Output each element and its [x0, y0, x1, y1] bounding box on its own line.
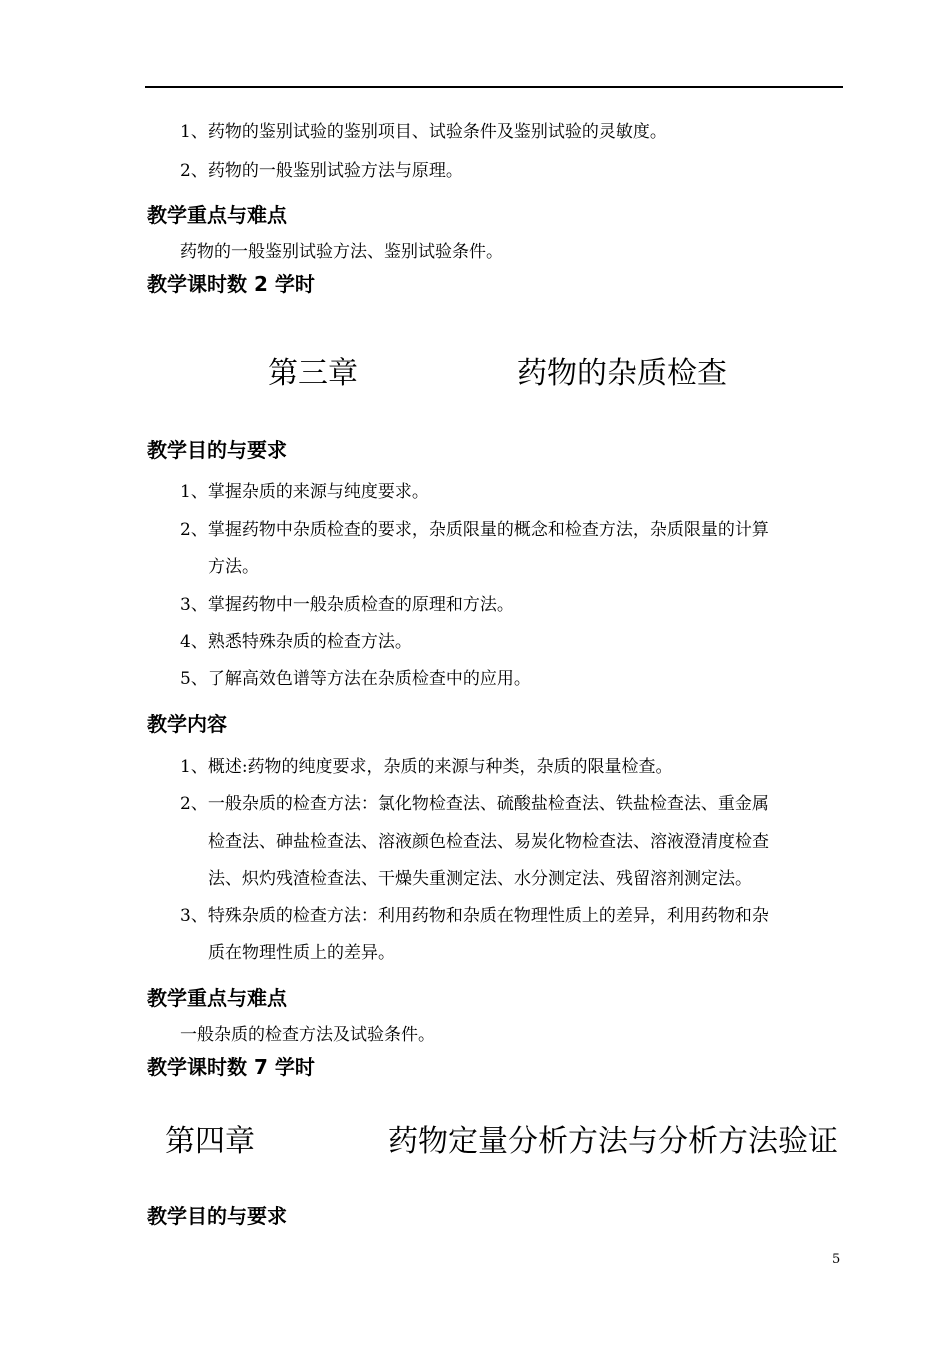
list-item: 5、了解高效色谱等方法在杂质检查中的应用。: [180, 669, 531, 689]
list-item: 2、药物的一般鉴别试验方法与原理。: [180, 161, 463, 181]
chapter-number: 第四章: [165, 1124, 255, 1159]
section-heading: 教学目的与要求: [147, 1204, 287, 1228]
list-item: 2、一般杂质的检查方法：氯化物检查法、硫酸盐检查法、铁盐检查法、重金属: [180, 794, 769, 814]
chapter-title: 药物的杂质检查: [517, 356, 727, 391]
section-heading: 教学重点与难点: [147, 203, 287, 227]
list-item: 2、掌握药物中杂质检查的要求，杂质限量的概念和检查方法，杂质限量的计算: [180, 520, 769, 540]
list-item-continuation: 检查法、砷盐检查法、溶液颜色检查法、易炭化物检查法、溶液澄清度检查: [208, 832, 769, 852]
key-points-text: 一般杂质的检查方法及试验条件。: [180, 1025, 435, 1045]
chapter-title: 药物定量分析方法与分析方法验证: [388, 1124, 838, 1159]
header-rule: [145, 86, 843, 88]
list-item: 1、掌握杂质的来源与纯度要求。: [180, 482, 429, 502]
list-item-continuation: 方法。: [208, 557, 259, 577]
list-item-continuation: 质在物理性质上的差异。: [208, 943, 395, 963]
list-item: 4、熟悉特殊杂质的检查方法。: [180, 632, 412, 652]
section-heading: 教学重点与难点: [147, 986, 287, 1010]
page-number: 5: [832, 1252, 841, 1267]
key-points-text: 药物的一般鉴别试验方法、鉴别试验条件。: [180, 242, 503, 262]
teaching-hours: 教学课时数 2 学时: [147, 272, 315, 296]
list-item-continuation: 法、炽灼残渣检查法、干燥失重测定法、水分测定法、残留溶剂测定法。: [208, 869, 752, 889]
list-item: 3、掌握药物中一般杂质检查的原理和方法。: [180, 595, 514, 615]
list-item: 1、概述:药物的纯度要求，杂质的来源与种类，杂质的限量检查。: [180, 757, 673, 777]
teaching-hours: 教学课时数 7 学时: [147, 1055, 315, 1079]
list-item: 3、特殊杂质的检查方法：利用药物和杂质在物理性质上的差异，利用药物和杂: [180, 906, 769, 926]
section-heading: 教学内容: [147, 712, 227, 736]
list-item: 1、药物的鉴别试验的鉴别项目、试验条件及鉴别试验的灵敏度。: [180, 122, 667, 142]
chapter-number: 第三章: [268, 356, 358, 391]
section-heading: 教学目的与要求: [147, 438, 287, 462]
